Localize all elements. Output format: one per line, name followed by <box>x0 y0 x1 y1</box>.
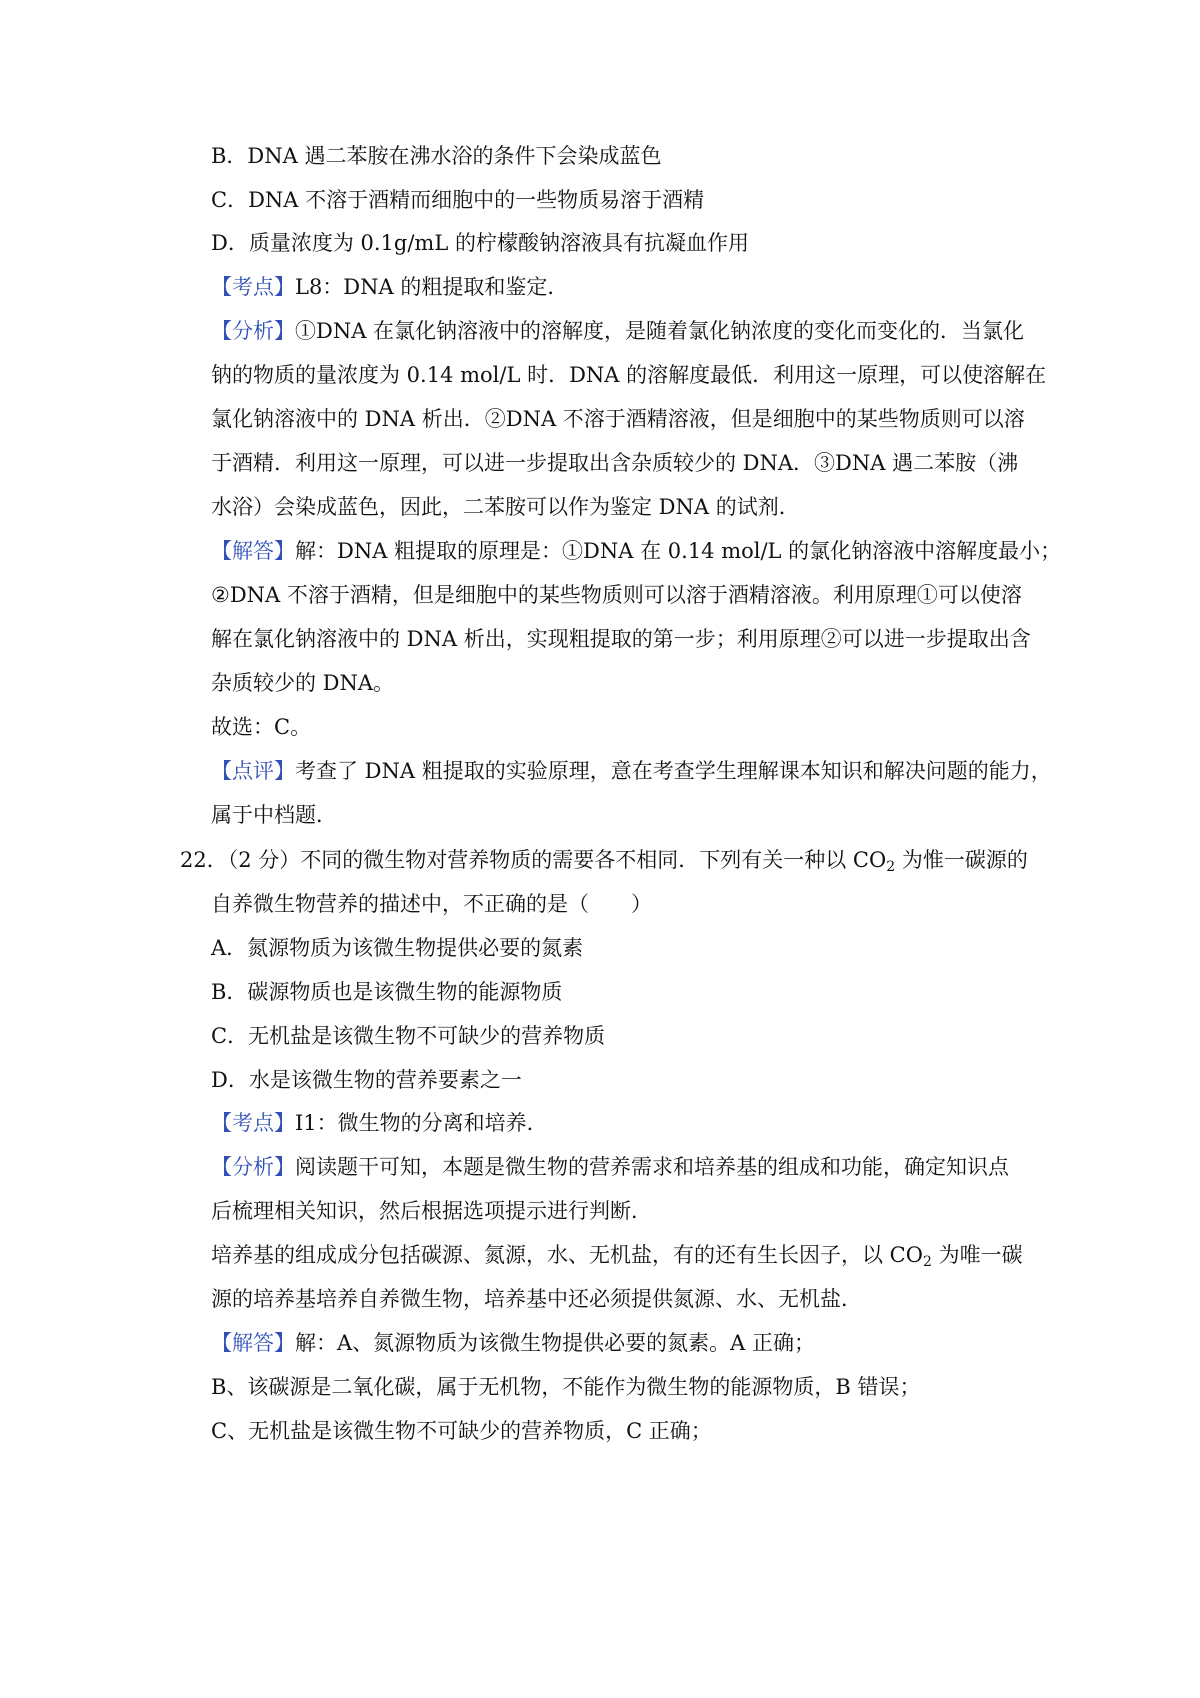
q21-dianping-line2: 属于中档题． <box>211 803 337 827</box>
jieda-text: 解：DNA 粗提取的原理是：①DNA 在 0.14 mol/L 的氯化钠溶液中溶解度最小； <box>295 539 1062 563</box>
kaodian-tag: 【考点】 <box>211 1111 295 1135</box>
q22-stem-part-a: 22．（2 分）不同的微生物对营养物质的需要各不相同．下列有关一种以 CO <box>180 848 887 872</box>
jieda-tag: 【解答】 <box>211 1331 295 1355</box>
kaodian-text: I1：微生物的分离和培养． <box>295 1111 548 1135</box>
q21-fenxi-line5: 水浴）会染成蓝色，因此，二苯胺可以作为鉴定 DNA 的试剂． <box>211 495 800 519</box>
q22-jieda-line3: C、无机盐是该微生物不可缺少的营养物质，C 正确； <box>211 1419 712 1443</box>
q21-jieda-line3: 解在氯化钠溶液中的 DNA 析出，实现粗提取的第一步；利用原理②可以进一步提取出含 <box>211 627 1031 651</box>
q22-jieda-line1 <box>211 1328 1031 1358</box>
q22-option-b: B．碳源物质也是该微生物的能源物质 <box>211 980 563 1004</box>
q22-fenxi-line2: 后梳理相关知识，然后根据选项提示进行判断． <box>211 1199 652 1223</box>
q22-jieda-line2: B、该碳源是二氧化碳，属于无机物，不能作为微生物的能源物质，B 错误； <box>211 1375 921 1399</box>
q21-option-d: D．质量浓度为 0.1g/mL 的柠檬酸钠溶液具有抗凝血作用 <box>211 231 749 255</box>
q22-option-a: A．氮源物质为该微生物提供必要的氮素 <box>211 936 584 960</box>
fenxi-text: ①DNA 在氯化钠溶液中的溶解度，是随着氯化钠浓度的变化而变化的．当氯化 <box>295 319 1025 343</box>
dianping-tag: 【点评】 <box>211 759 295 783</box>
q21-fenxi-line1 <box>211 316 1031 346</box>
dianping-text: 考查了 DNA 粗提取的实验原理，意在考查学生理解课本知识和解决问题的能力， <box>295 759 1052 783</box>
q21-option-c: C．DNA 不溶于酒精而细胞中的一些物质易溶于酒精 <box>211 188 705 212</box>
q21-fenxi-line3: 氯化钠溶液中的 DNA 析出．②DNA 不溶于酒精溶液，但是细胞中的某些物质则可以溶 <box>211 407 1025 431</box>
q21-kaodian <box>211 272 1031 302</box>
jieda-tag: 【解答】 <box>211 539 295 563</box>
fenxi-line3-part-b: 为唯一碳 <box>931 1243 1023 1267</box>
q22-stem-line2: 自养微生物营养的描述中，不正确的是（ ） <box>211 892 652 916</box>
q22-stem-part-b: 为惟一碳源的 <box>895 848 1028 872</box>
q21-jieda-line4: 杂质较少的 DNA。 <box>211 671 395 695</box>
fenxi-line3-subscript: 2 <box>922 1254 932 1270</box>
q21-fenxi-line4: 于酒精．利用这一原理，可以进一步提取出含杂质较少的 DNA．③DNA 遇二苯胺（沸 <box>211 451 1019 475</box>
q21-dianping-line1 <box>211 756 1052 786</box>
q22-stem-subscript: 2 <box>886 859 896 875</box>
fenxi-line3-part-a: 培养基的组成成分包括碳源、氮源，水、无机盐，有的还有生长因子，以 CO <box>211 1243 923 1267</box>
q21-answer: 故选：C。 <box>211 715 312 739</box>
kaodian-text: L8：DNA 的粗提取和鉴定． <box>295 275 569 299</box>
fenxi-tag: 【分析】 <box>211 319 295 343</box>
q22-kaodian <box>211 1108 1031 1138</box>
q22-stem-line1 <box>180 845 1028 875</box>
q22-fenxi-line4: 源的培养基培养自养微生物，培养基中还必须提供氮源、水、无机盐． <box>211 1287 862 1311</box>
jieda-text: 解：A、氮源物质为该微生物提供必要的氮素。A 正确； <box>295 1331 816 1355</box>
q22-fenxi-line3 <box>211 1240 1031 1270</box>
fenxi-tag: 【分析】 <box>211 1155 295 1179</box>
q22-option-c: C．无机盐是该微生物不可缺少的营养物质 <box>211 1024 606 1048</box>
q21-option-b: B．DNA 遇二苯胺在沸水浴的条件下会染成蓝色 <box>211 144 662 168</box>
kaodian-tag: 【考点】 <box>211 275 295 299</box>
fenxi-text: 阅读题干可知，本题是微生物的营养需求和培养基的组成和功能，确定知识点 <box>295 1155 1009 1179</box>
q22-option-d: D．水是该微生物的营养要素之一 <box>211 1068 522 1092</box>
q22-fenxi-line1 <box>211 1152 1031 1182</box>
q21-fenxi-line2: 钠的物质的量浓度为 0.14 mol/L 时．DNA 的溶解度最低．利用这一原理，可以使溶解在 <box>211 363 1047 387</box>
q21-jieda-line1 <box>211 536 1062 566</box>
q21-jieda-line2: ②DNA 不溶于酒精，但是细胞中的某些物质则可以溶于酒精溶液。利用原理①可以使溶 <box>211 583 1022 607</box>
